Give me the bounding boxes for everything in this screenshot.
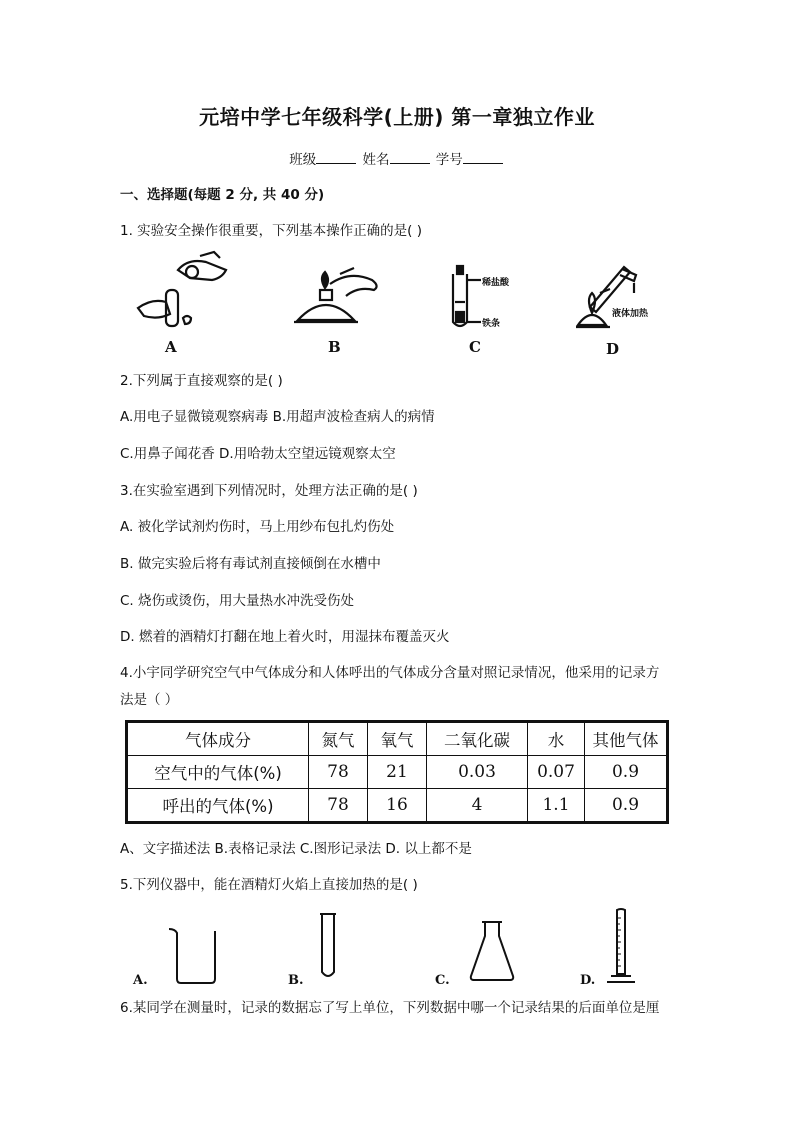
graduated-cylinder-icon (603, 906, 643, 988)
table-header-cell: 其他气体 (585, 722, 668, 756)
table-cell: 0.03 (427, 756, 528, 789)
figure-a-label: A (165, 338, 177, 356)
figure-c-iron-label: 铁条 (482, 319, 501, 329)
figure-b-label: B (328, 338, 341, 356)
apparatus-c-label: C. (435, 973, 450, 988)
question-4-stem-line1: 4.小宇同学研究空气中气体成分和人体呼出的气体成分含量对照记录情况，他采用的记录方 (120, 665, 660, 681)
table-header-row (127, 722, 668, 756)
figure-d-annotation: 液体加热 (612, 309, 649, 319)
question-2-options-line1: A.用电子显微镜观察病毒 B.用超声波检查病人的病情 (120, 409, 435, 425)
figure-d-label: D (606, 340, 620, 358)
name-label: 姓名 (362, 152, 390, 168)
question-1-stem: 1. 实验安全操作很重要，下列基本操作正确的是( ) (120, 223, 422, 239)
question-2-options-line2: C.用鼻子闻花香 D.用哈勃太空望远镜观察太空 (120, 446, 396, 462)
question-5-stem: 5.下列仪器中，能在酒精灯火焰上直接加热的是( ) (120, 877, 418, 893)
table-header-cell: 氧气 (368, 722, 427, 756)
table-cell: 78 (309, 789, 368, 823)
gas-composition-table (125, 720, 669, 824)
figure-c-acid-label: 稀盐酸 (482, 278, 510, 288)
question-3-option-d: D. 燃着的酒精灯打翻在地上着火时，用湿抹布覆盖灭火 (120, 629, 450, 645)
section-heading: 一、选择题(每题 2 分, 共 40 分) (120, 187, 325, 203)
class-label: 班级 (289, 152, 317, 168)
figure-b-lamp-icon (280, 262, 385, 332)
question-3-option-c: C. 烧伤或烫伤，用大量热水冲洗受伤处 (120, 593, 355, 609)
table-header-cell: 二氧化碳 (427, 722, 528, 756)
table-header-cell: 水 (528, 722, 585, 756)
test-tube-icon (318, 912, 338, 982)
student-info (0, 148, 794, 168)
page-title: 元培中学七年级科学(上册) 第一章独立作业 (199, 105, 595, 129)
table-cell: 21 (368, 756, 427, 789)
figure-c-label: C (469, 338, 481, 356)
apparatus-a-label: A. (133, 973, 148, 988)
table-row (127, 756, 668, 789)
table-header-cell: 气体成分 (127, 722, 309, 756)
table-cell: 0.07 (528, 756, 585, 789)
table-cell: 0.9 (585, 756, 668, 789)
table-cell: 空气中的气体(%) (127, 756, 309, 789)
question-2-stem: 2.下列属于直接观察的是( ) (120, 373, 283, 389)
figure-d-heating-icon (570, 255, 640, 340)
name-blank[interactable] (390, 151, 430, 164)
question-4-options: A、文字描述法 B.表格记录法 C.图形记录法 D. 以上都不是 (120, 841, 472, 857)
apparatus-b-label: B. (288, 973, 304, 988)
question-4-stem-line2: 法是（ ） (120, 692, 179, 708)
id-label: 学号 (435, 152, 463, 168)
figure-a-pouring-icon (128, 250, 228, 335)
apparatus-d-label: D. (580, 973, 596, 988)
table-cell: 4 (427, 789, 528, 823)
figure-c-testtube-icon (445, 262, 485, 332)
question-3-option-b: B. 做完实验后将有毒试剂直接倾倒在水槽中 (120, 556, 381, 572)
class-blank[interactable] (316, 151, 356, 164)
question-3-option-a: A. 被化学试剂灼伤时，马上用纱布包扎灼伤处 (120, 519, 395, 535)
question-6-stem: 6.某同学在测量时，记录的数据忘了写上单位，下列数据中哪一个记录结果的后面单位是厘 (120, 1000, 660, 1016)
table-row (127, 789, 668, 823)
table-header-cell: 氮气 (309, 722, 368, 756)
table-cell: 0.9 (585, 789, 668, 823)
table-cell: 78 (309, 756, 368, 789)
table-cell: 16 (368, 789, 427, 823)
table-cell: 1.1 (528, 789, 585, 823)
conical-flask-icon (467, 918, 517, 984)
beaker-icon (165, 925, 225, 987)
table-cell: 呼出的气体(%) (127, 789, 309, 823)
id-blank[interactable] (463, 151, 503, 164)
question-3-stem: 3.在实验室遇到下列情况时，处理方法正确的是( ) (120, 483, 418, 499)
